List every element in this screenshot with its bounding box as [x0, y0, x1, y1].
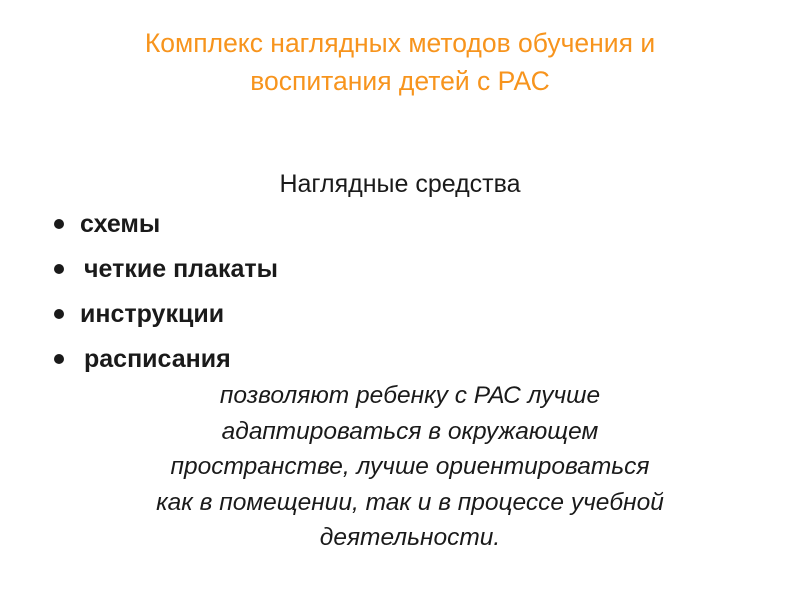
bullet-item	[48, 250, 278, 295]
paragraph-line: адаптироваться в окружающем	[221, 417, 599, 445]
bullet-text: схемы	[80, 210, 161, 238]
paragraph-line: позволяют ребенку с РАС лучше	[219, 382, 601, 409]
slide-title	[20, 24, 780, 100]
paragraph-line: пространстве, лучше ориентироваться	[170, 453, 650, 480]
bullet-text: четкие плакаты	[84, 255, 278, 283]
bullet-icon	[54, 264, 64, 274]
bullet-text: инструкции	[80, 300, 225, 328]
paragraph-line: деятельности.	[319, 524, 501, 551]
description-paragraph	[60, 378, 760, 556]
bullet-icon	[54, 354, 64, 364]
bullet-icon	[54, 309, 64, 319]
paragraph-line: как в помещении, так и в процессе учебной	[156, 488, 664, 516]
bullet-list	[48, 205, 278, 385]
title-line: воспитания детей с РАС	[250, 66, 550, 96]
bullet-item	[48, 205, 278, 250]
title-line: Комплекс наглядных методов обучения и	[144, 28, 656, 58]
subheading: Наглядные средства	[279, 170, 521, 198]
bullet-icon	[54, 219, 64, 229]
bullet-text: расписания	[84, 345, 231, 373]
bullet-item	[48, 295, 278, 340]
